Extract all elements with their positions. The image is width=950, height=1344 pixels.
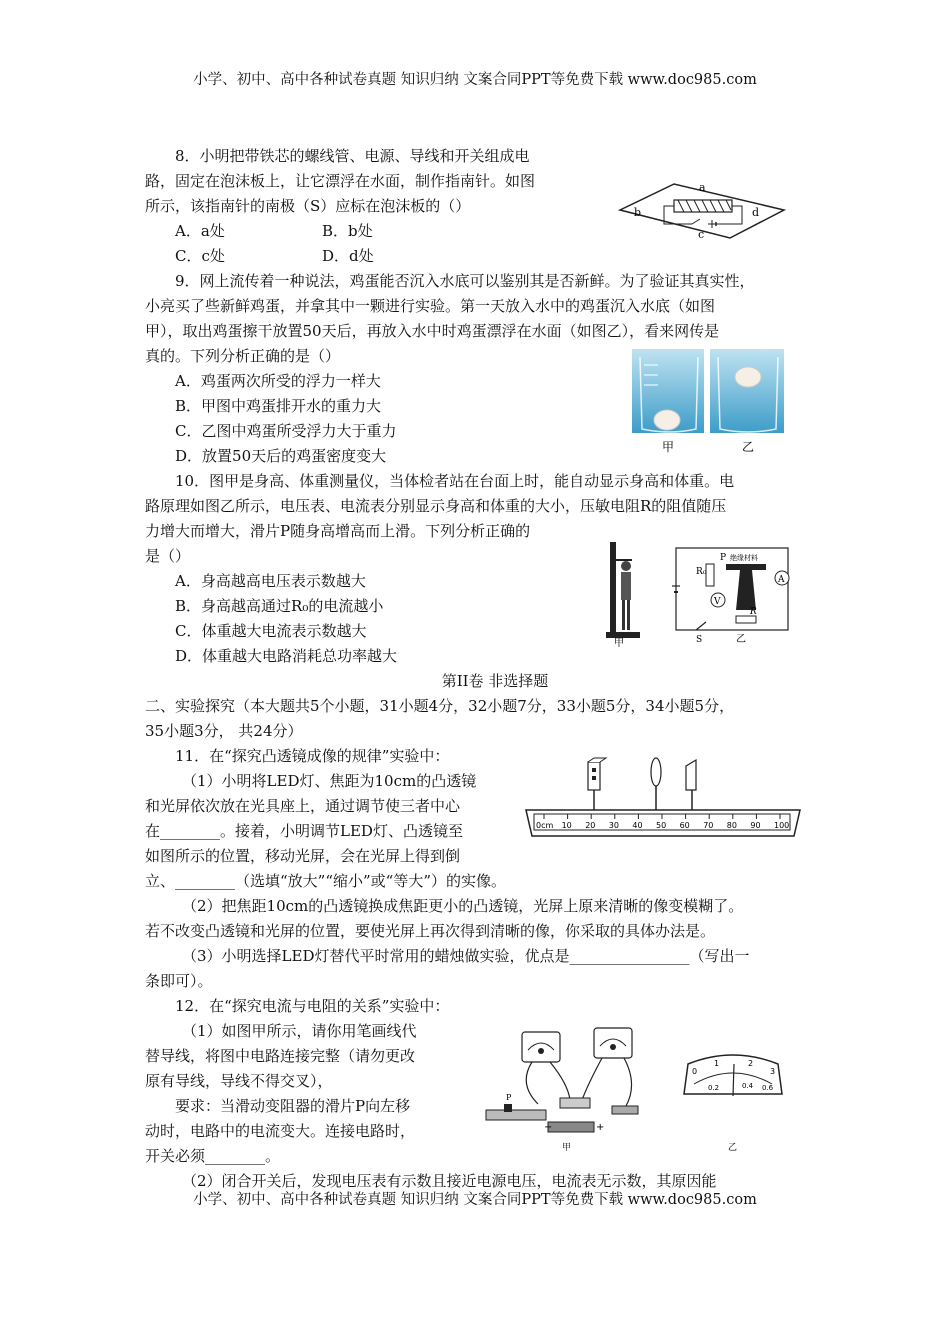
q12-circuit-figure: [478, 1024, 808, 1162]
q10-option-c[interactable]: C．体重越大电流表示数越大: [175, 622, 367, 640]
q9-option-c[interactable]: C．乙图中鸡蛋所受浮力大于重力: [175, 422, 397, 440]
q12-meter-tick-3: 3: [770, 1067, 776, 1076]
q12-line1: （1）如图甲所示，请你用笔画线代: [182, 1022, 417, 1040]
q12-meter-tick-2: 2: [748, 1059, 754, 1068]
ruler-label: 30: [608, 821, 619, 830]
ruler-label: 0cm: [536, 821, 554, 830]
q10-line3: 力增大而增大，滑片P随身高增高而上滑。下列分析正确的: [145, 522, 531, 540]
q9-caption-jia: 甲: [662, 440, 675, 454]
q11-line3[interactable]: 在________。接着，小明调节LED灯、凸透镜至: [145, 822, 463, 840]
q10-voltmeter: V: [714, 597, 721, 607]
q12-line2: 替导线，将图中电路连接完整（请勿更改: [145, 1047, 416, 1065]
page-header: 小学、初中、高中各种试卷真题 知识归纳 文案合同PPT等免费下载 www.doc985.com: [193, 72, 757, 88]
q10-option-a[interactable]: A．身高越高电压表示数越大: [175, 572, 366, 590]
ruler-label: 10: [561, 821, 572, 830]
q9-egg-figure: [630, 347, 788, 457]
q11-line6: （2）把焦距10cm的凸透镜换成焦距更小的凸透镜，光屏上原来清晰的像变模糊了。: [182, 897, 744, 915]
ruler-label: 40: [632, 821, 643, 830]
q9-option-b[interactable]: B．甲图中鸡蛋排开水的重力大: [175, 397, 382, 415]
q11-line9: 条即可）。: [145, 972, 213, 990]
q11-line5[interactable]: 立、________（选填“放大”“缩小”或“等大”）的实像。: [145, 872, 507, 890]
q10-line1: 10．图甲是身高、体重测量仪，当体检者站在台面上时，能自动显示身高和体重。电: [175, 472, 735, 490]
q12-line5: 动时，电路中的电流变大。连接电路时，: [145, 1122, 416, 1140]
q11-line1: （1）小明将LED灯、焦距为10cm的凸透镜: [182, 772, 477, 790]
q8-label-a: a: [699, 181, 706, 194]
q8-option-c[interactable]: C．c处: [175, 247, 225, 265]
q9-line1: 9．网上流传着一种说法，鸡蛋能否沉入水底可以鉴别其是否新鲜。为了验证其真实性，: [175, 272, 755, 290]
ruler-label: 100: [774, 821, 790, 830]
q8-compass-figure: [612, 178, 792, 248]
q9-line4: 真的。下列分析正确的是（）: [145, 347, 341, 365]
q11-line2: 和光屏依次放在光具座上，通过调节使三者中心: [145, 797, 461, 815]
q8-option-b[interactable]: B．b处: [322, 222, 373, 240]
q12-label-p: P: [506, 1093, 512, 1102]
q11-title: 11．在“探究凸透镜成像的规律”实验中：: [175, 747, 450, 765]
ruler-label: 50: [656, 821, 667, 830]
q9-line2: 小亮买了些新鲜鸡蛋，并拿其中一颗进行实验。第一天放入水中的鸡蛋沉入水底（如图: [145, 297, 716, 315]
q12-meter-tick-04: 0.4: [742, 1082, 754, 1090]
q10-line2: 路原理如图乙所示，电压表、电流表分别显示身高和体重的大小，压敏电阻R的阻值随压: [145, 497, 727, 515]
q10-option-b[interactable]: B．身高越高通过R₀的电流越小: [175, 597, 384, 615]
q12-meter-tick-06: 0.6: [762, 1084, 774, 1092]
q12-line3: 原有导线，导线不得交叉），: [145, 1072, 333, 1090]
page-footer: 小学、初中、高中各种试卷真题 知识归纳 文案合同PPT等免费下载 www.doc985.com: [193, 1192, 757, 1208]
ruler-label: 90: [750, 821, 761, 830]
q10-label-s: S: [696, 635, 703, 645]
part2-instruction-line1: 二、实验探究（本大题共5个小题，31小题4分，32小题7分，33小题5分，34小题5分，: [145, 697, 735, 715]
q12-meter-tick-02: 0.2: [708, 1084, 720, 1092]
q11-optical-bench-figure: [522, 756, 804, 842]
q10-option-d[interactable]: D．体重越大电路消耗总功率越大: [175, 647, 398, 665]
ruler-label: 20: [585, 821, 596, 830]
q10-caption-jia: 甲: [614, 638, 624, 648]
q10-label-r: R: [750, 607, 757, 617]
q8-line1: 8．小明把带铁芯的螺线管、电源、导线和开关组成电: [175, 147, 530, 165]
q10-label-insulator: 绝缘材料: [730, 554, 758, 562]
q11-line4: 如图所示的位置，移动光屏，会在光屏上得到倒: [145, 847, 461, 865]
q10-line4: 是（）: [145, 547, 191, 565]
q12-meter-tick-1: 1: [714, 1059, 720, 1068]
q8-line2: 路，固定在泡沫板上，让它漂浮在水面，制作指南针。如图: [145, 172, 536, 190]
svg-text:−: −: [544, 1122, 553, 1133]
q9-option-a[interactable]: A．鸡蛋两次所受的浮力一样大: [175, 372, 381, 390]
part2-instruction-line2: 35小题3分， 共24分）: [145, 722, 303, 740]
q12-caption-yi: 乙: [728, 1143, 738, 1153]
part2-title: 第II卷 非选择题: [441, 672, 549, 690]
q10-label-p: P: [720, 553, 727, 563]
q10-label-r0: R₀: [696, 567, 707, 577]
ruler-label: 70: [703, 821, 714, 830]
q8-option-a[interactable]: A．a处: [175, 222, 225, 240]
q8-label-d: d: [752, 206, 760, 219]
ruler-label: 60: [679, 821, 690, 830]
q8-option-d[interactable]: D．d处: [322, 247, 374, 265]
q11-line7: 若不改变凸透镜和光屏的位置，要使光屏上再次得到清晰的像，你采取的具体办法是。: [145, 922, 716, 940]
ruler-label: 80: [726, 821, 737, 830]
q10-ammeter: A: [778, 575, 785, 585]
q12-meter-tick-0: 0: [692, 1067, 698, 1076]
q8-label-c: c: [698, 228, 705, 241]
q11-line8[interactable]: （3）小明选择LED灯替代平时常用的蜡烛做实验，优点是________________（写出一: [182, 947, 750, 965]
svg-text:+: +: [596, 1122, 605, 1133]
q9-line3: 甲），取出鸡蛋擦干放置50天后，再放入水中时鸡蛋漂浮在水面（如图乙），看来网传是: [145, 322, 720, 340]
q9-option-d[interactable]: D．放置50天后的鸡蛋密度变大: [175, 447, 387, 465]
q12-line4: 要求：当滑动变阻器的滑片P向左移: [175, 1097, 411, 1115]
q10-caption-yi: 乙: [736, 634, 746, 645]
q10-scale-figure: [600, 538, 800, 648]
q9-caption-yi: 乙: [742, 440, 755, 454]
q12-title: 12．在“探究电流与电阻的关系”实验中：: [175, 997, 450, 1015]
q12-line6[interactable]: 开关必须________。: [145, 1147, 281, 1165]
q8-label-b: b: [634, 206, 642, 219]
q8-line3: 所示，该指南针的南极（S）应标在泡沫板的（）: [145, 197, 471, 215]
q12-caption-jia: 甲: [562, 1143, 572, 1153]
q12-line7: （2）闭合开关后，发现电压表有示数且接近电源电压，电流表无示数，其原因能: [182, 1172, 717, 1190]
